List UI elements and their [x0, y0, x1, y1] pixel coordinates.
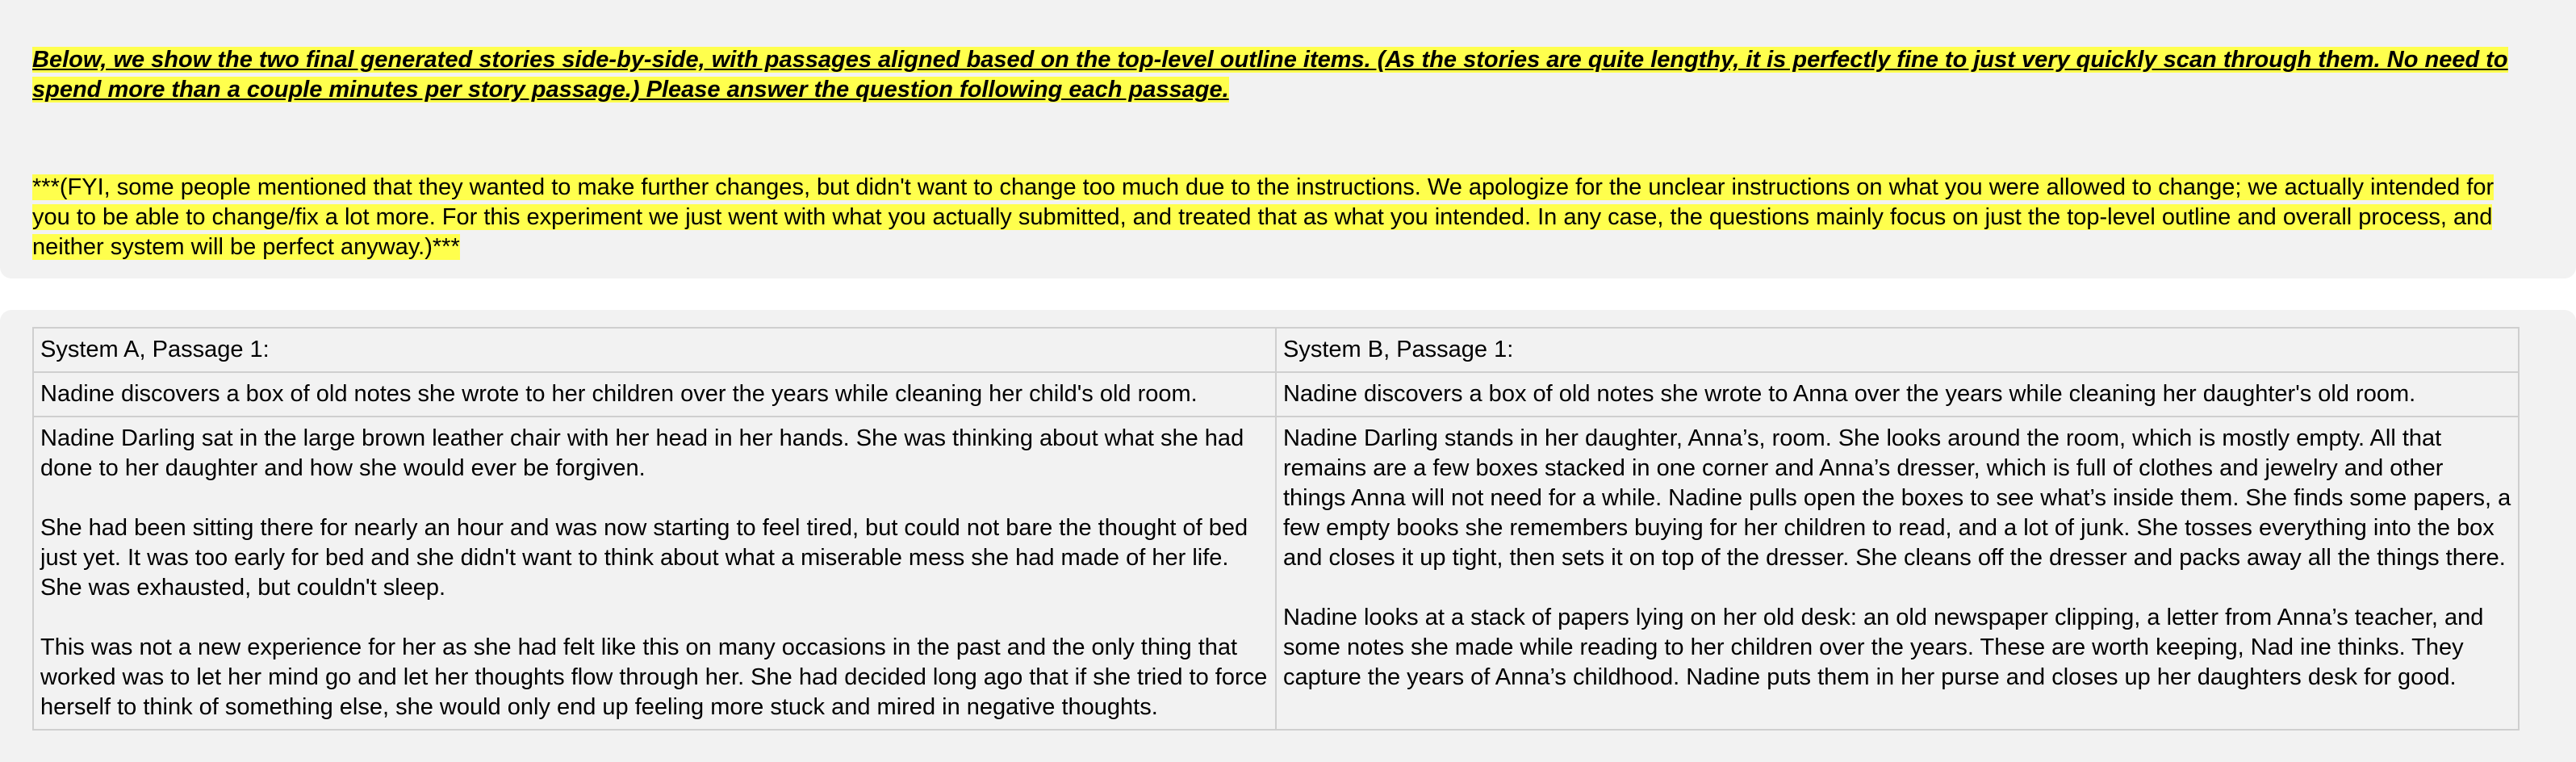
header-row [33, 328, 2519, 372]
story-paragraph: Nadine looks at a stack of papers lying on her old desk: an old newspaper clipping, a letter from Anna’s teacher, and some notes she made while reading to her children over the years. These are worth keeping, Nad ine thinks. They capture the years of Anna’s childhood. Nadine puts them in her purse and closes up her daughters desk for good. [1283, 605, 2484, 690]
system-b-header: System B, Passage 1: [1276, 328, 2519, 372]
system-a-header: System A, Passage 1: [33, 328, 1276, 372]
system-a-outline: Nadine discovers a box of old notes she wrote to her children over the years while cleaning her child's old room. [33, 372, 1276, 417]
system-a-story [33, 417, 1276, 730]
instructions-highlight: Below, we show the two final generated stories side-by-side, with passages aligned based on the top-level outline items. (As the stories are quite lengthy, it is perfectly fine to just very quickly scan through them. No need to spend more than a couple minutes per story passage.) Please answer the question following each passage. [32, 47, 2508, 103]
instructions-text [32, 45, 2526, 105]
comparison-table [32, 327, 2520, 731]
outline-row [33, 372, 2519, 417]
story-paragraph: She had been sitting there for nearly an hour and was now starting to feel tired, but could not bare the thought of bed just yet. It was too early for bed and she didn't want to think about what a miserable mess she had made of her life. She was exhausted, but couldn't sleep. [40, 515, 1248, 601]
system-b-story [1276, 417, 2519, 730]
fyi-highlight: ***(FYI, some people mentioned that they wanted to make further changes, but didn't want to change too much due to the instructions. We apologize for the unclear instructions on what you were allowed to change; we actually intended for you to be able to change/fix a lot more. For this experiment we just went with what you actually submitted, and treated that as what you intended. In any case, the questions mainly focus on just the top-level outline and overall process, and neither system will be perfect anyway.)*** [32, 174, 2494, 260]
story-paragraph: Nadine Darling stands in her daughter, Anna’s, room. She looks around the room, which is mostly empty. All that remains are a few boxes stacked in one corner and Anna’s dresser, which is full of clothes and jewelry and other things Anna will not need for a while. Nadine pulls open the boxes to see what’s inside them. She finds some papers, a few empty books she remembers buying for her children to read, and a lot of junk. She tosses everything into the box and closes it up tight, then sets it on top of the dresser. She cleans off the dresser and packs away all the things there. [1283, 425, 2511, 571]
story-paragraph: This was not a new experience for her as she had felt like this on many occasions in the past and the only thing that worked was to let her mind go and let her thoughts flow through her. She had decided long ago that if she tried to force herself to think of something else, she would only end up feeling more stuck and mired in negative thoughts. [40, 634, 1268, 720]
story-paragraph: Nadine Darling sat in the large brown leather chair with her head in her hands. She was thinking about what she had done to her daughter and how she would ever be forgiven. [40, 425, 1244, 481]
system-b-outline: Nadine discovers a box of old notes she wrote to Anna over the years while cleaning her daughter's old room. [1276, 372, 2519, 417]
story-row [33, 417, 2519, 730]
fyi-note [32, 173, 2528, 262]
